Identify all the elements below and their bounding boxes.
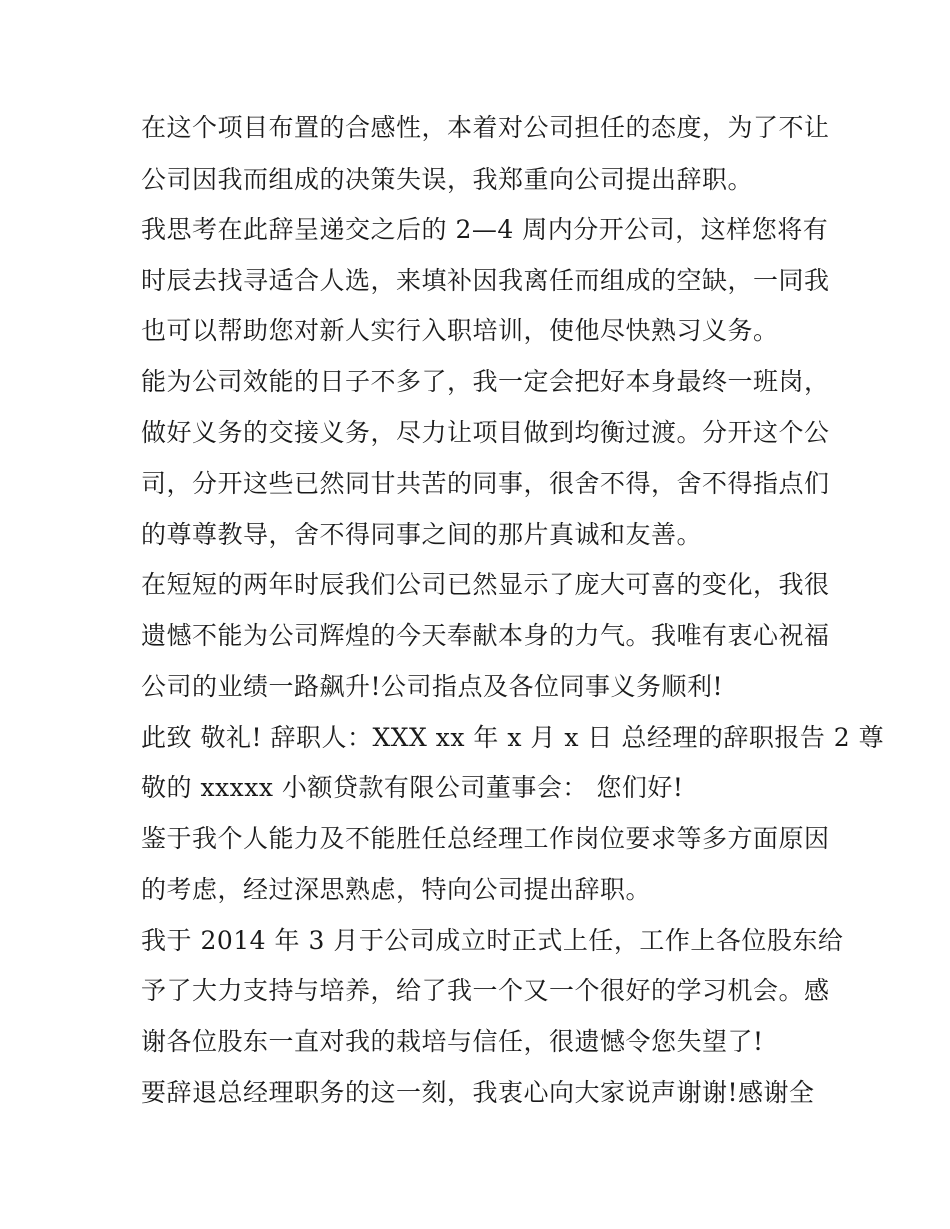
text-line: 此致 敬礼! 辞职人：XXX xx 年 x 月 x 日 总经理的辞职报告 2 尊 [141, 723, 885, 752]
text-line: 也可以帮助您对新人实行入职培训，使他尽快熟习义务。 [141, 316, 779, 345]
text-line: 公司的业绩一路飙升!公司指点及各位同事义务顺利! [141, 672, 724, 701]
text-line: 遗憾不能为公司辉煌的今天奉献本身的力气。我唯有衷心祝福 [141, 621, 830, 650]
text-line: 司，分开这些已然同甘共苦的同事，很舍不得，舍不得指点们 [141, 469, 830, 498]
text-line: 谢各位股东一直对我的栽培与信任，很遗憾令您失望了! [141, 1027, 764, 1056]
text-line: 我思考在此辞呈递交之后的 2—4 周内分开公司，这样您将有 [141, 215, 829, 244]
text-line: 予了大力支持与培养，给了我一个又一个很好的学习机会。感 [141, 976, 830, 1005]
text-line: 的尊尊教导，舍不得同事之间的那片真诚和友善。 [141, 520, 703, 549]
text-line: 鉴于我个人能力及不能胜任总经理工作岗位要求等多方面原因 [141, 824, 830, 853]
text-line: 敬的 xxxxx 小额贷款有限公司董事会： 您们好! [141, 773, 684, 802]
text-line: 的考虑，经过深思熟虑，特向公司提出辞职。 [141, 875, 652, 904]
text-line: 做好义务的交接义务，尽力让项目做到均衡过渡。分开这个公 [141, 418, 830, 447]
text-line: 在这个项目布置的合感性，本着对公司担任的态度，为了不让 [141, 113, 830, 142]
text-line: 我于 2014 年 3 月于公司成立时正式上任，工作上各位股东给 [141, 926, 844, 955]
text-line: 在短短的两年时辰我们公司已然显示了庞大可喜的变化，我很 [141, 570, 830, 599]
text-line: 要辞退总经理职务的这一刻，我衷心向大家说声谢谢!感谢全 [141, 1078, 815, 1107]
text-line: 时辰去找寻适合人选，来填补因我离任而组成的空缺，一同我 [141, 266, 830, 295]
text-line: 公司因我而组成的决策失误，我郑重向公司提出辞职。 [141, 165, 754, 194]
text-line: 能为公司效能的日子不多了，我一定会把好本身最终一班岗， [141, 367, 830, 396]
